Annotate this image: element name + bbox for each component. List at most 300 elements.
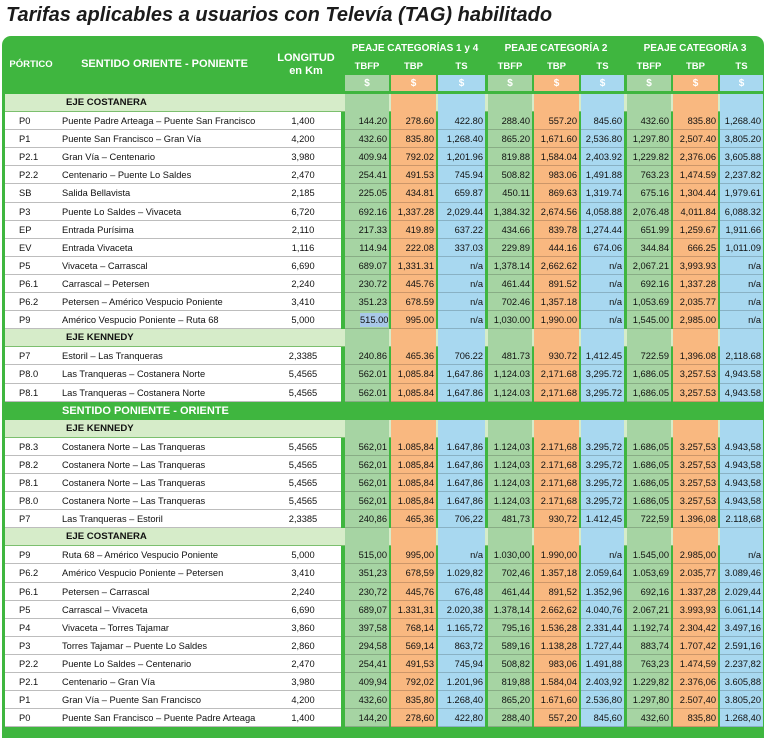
table-row — [2, 546, 764, 564]
table-row — [2, 709, 764, 727]
value-cell-tbfp: 689,07 — [345, 601, 389, 619]
value-cell-tbp: 678,59 — [391, 564, 436, 582]
longitud-cell: 6,720 — [291, 206, 315, 217]
portico-cell: P8.1 — [19, 387, 39, 398]
value-strip — [438, 528, 485, 546]
table-row — [2, 691, 764, 709]
value-cell-ts: 3.295,72 — [581, 492, 624, 510]
value-cell-tbp: 278.60 — [391, 112, 436, 130]
value-cell-tbp: 1.138,28 — [534, 637, 579, 655]
value-cell-tbfp: 240,86 — [345, 510, 389, 528]
sentido-cell: Petersen – Carrascal — [62, 586, 150, 597]
longitud-cell: 4,200 — [291, 695, 315, 706]
portico-cell: P0 — [19, 116, 31, 127]
portico-cell: P0 — [19, 713, 31, 724]
value-cell-tbp: 983,06 — [534, 655, 579, 673]
longitud-cell: 6,690 — [291, 260, 315, 271]
value-cell-ts: 3.295,72 — [581, 456, 624, 474]
value-cell-tbp: 1,474.59 — [673, 166, 718, 184]
value-cell-tbfp: 2,076.48 — [627, 203, 671, 221]
value-cell-tbp: 3.257,53 — [673, 492, 718, 510]
sub-header-ts: TS — [735, 60, 748, 72]
value-cell-ts: 3.295,72 — [581, 438, 624, 456]
value-cell-ts: 1,491.88 — [581, 166, 624, 184]
value-cell-tbp: 1,085.84 — [391, 365, 436, 383]
value-cell-tbfp: 1.545,00 — [627, 546, 671, 564]
longitud-cell: 1,116 — [291, 242, 315, 253]
value-cell-ts: n/a — [581, 311, 624, 329]
value-cell-tbp: 1.474,59 — [673, 655, 718, 673]
value-cell-tbp: 4,011.84 — [673, 203, 718, 221]
direction-label: SENTIDO PONIENTE - ORIENTE — [62, 404, 229, 417]
value-cell-ts: 2,029.44 — [438, 203, 485, 221]
table-row — [2, 166, 764, 184]
value-cell-ts: 3,805.20 — [720, 130, 763, 148]
value-cell-ts: 4.943,58 — [720, 492, 763, 510]
value-cell-tbfp: 562,01 — [345, 474, 389, 492]
value-cell-tbp: 444.16 — [534, 239, 579, 257]
portico-cell: P8.3 — [19, 441, 39, 452]
value-strip — [345, 420, 389, 438]
portico-cell: P3 — [19, 640, 31, 651]
value-cell-ts: 1.727,44 — [581, 637, 624, 655]
value-cell-tbfp: 1,030.00 — [488, 311, 532, 329]
table-row — [2, 564, 764, 582]
direction-band — [2, 402, 764, 420]
value-cell-ts: 1.268,40 — [438, 691, 485, 709]
value-cell-tbfp: 562,01 — [345, 438, 389, 456]
value-cell-tbfp: 1,378.14 — [488, 257, 532, 275]
value-strip — [673, 420, 718, 438]
value-cell-tbp: 1,331.31 — [391, 257, 436, 275]
value-cell-tbp: 2,376.06 — [673, 148, 718, 166]
value-cell-ts: 1,911.66 — [720, 221, 763, 239]
value-cell-tbfp: 795,16 — [488, 619, 532, 637]
value-cell-ts: 706,22 — [438, 510, 485, 528]
value-strip — [720, 329, 763, 347]
value-strip — [673, 94, 718, 112]
value-cell-tbfp: 562,01 — [345, 492, 389, 510]
currency-cell: $ — [581, 75, 624, 91]
value-strip — [345, 528, 389, 546]
value-cell-tbp: 835,80 — [673, 709, 718, 727]
value-strip — [673, 329, 718, 347]
value-cell-tbp: 1,357.18 — [534, 293, 579, 311]
longitud-cell: 2,3385 — [288, 514, 318, 525]
value-cell-tbfp: 722.59 — [627, 347, 671, 365]
value-cell-tbp: 569,14 — [391, 637, 436, 655]
value-cell-tbp: 445.76 — [391, 275, 436, 293]
value-cell-tbfp: 651.99 — [627, 221, 671, 239]
value-cell-tbp: 891,52 — [534, 583, 579, 601]
value-cell-ts: 1.165,72 — [438, 619, 485, 637]
value-strip — [627, 94, 671, 112]
value-cell-ts: 3,295.72 — [581, 365, 624, 383]
value-cell-ts: n/a — [581, 546, 624, 564]
sentido-cell: Entrada Purísima — [62, 224, 134, 235]
value-cell-tbfp: 1.686,05 — [627, 456, 671, 474]
value-cell-tbfp: 434.66 — [488, 221, 532, 239]
value-cell-tbp: 1.671,60 — [534, 691, 579, 709]
longitud-cell: 1,400 — [291, 116, 315, 127]
value-cell-tbfp: 240.86 — [345, 347, 389, 365]
value-cell-tbfp: 1,297.80 — [627, 130, 671, 148]
value-cell-tbfp: 722,59 — [627, 510, 671, 528]
value-cell-tbfp: 230.72 — [345, 275, 389, 293]
value-cell-tbfp: 689.07 — [345, 257, 389, 275]
value-cell-ts: 1,268.40 — [720, 112, 763, 130]
value-cell-tbfp: 562,01 — [345, 456, 389, 474]
value-strip — [391, 329, 436, 347]
sub-header-tbfp: TBFP — [497, 60, 523, 72]
value-cell-ts: n/a — [438, 311, 485, 329]
value-cell-tbp: 1,085.84 — [391, 384, 436, 402]
sentido-cell: Centenario – Puente Lo Saldes — [62, 170, 192, 181]
value-cell-ts: 3.089,46 — [720, 564, 763, 582]
value-cell-tbfp: 461.44 — [488, 275, 532, 293]
longitud-cell: 3,980 — [291, 677, 315, 687]
value-strip — [391, 94, 436, 112]
value-cell-tbp: 2,662.62 — [534, 257, 579, 275]
section-label: EJE COSTANERA — [66, 97, 147, 108]
table-row — [2, 184, 764, 202]
value-cell-tbp: 995.00 — [391, 311, 436, 329]
value-cell-tbfp: 1.124,03 — [488, 438, 532, 456]
sentido-cell: Costanera Norte – Las Tranqueras — [62, 459, 206, 470]
value-cell-tbfp: 432.60 — [627, 112, 671, 130]
value-cell-tbfp: 294,58 — [345, 637, 389, 655]
value-cell-tbfp: 702.46 — [488, 293, 532, 311]
portico-cell: P4 — [19, 622, 31, 633]
longitud-cell: 3,410 — [291, 568, 315, 579]
table-row — [2, 673, 764, 691]
portico-cell: P8.2 — [19, 459, 39, 470]
longitud-cell: 2,3385 — [288, 351, 318, 362]
value-cell-ts: n/a — [438, 546, 485, 564]
value-strip — [534, 329, 579, 347]
value-cell-ts: 745.94 — [438, 166, 485, 184]
sub-header-tbp: TBP — [404, 60, 423, 72]
value-cell-tbfp: 409.94 — [345, 148, 389, 166]
value-cell-tbfp: 254,41 — [345, 655, 389, 673]
value-cell-tbfp: 409,94 — [345, 673, 389, 691]
longitud-cell: 3,410 — [291, 297, 315, 308]
table-row — [2, 311, 764, 329]
value-cell-tbp: 2.171,68 — [534, 456, 579, 474]
value-cell-tbp: 2,171.68 — [534, 384, 579, 402]
sentido-cell: Torres Tajamar – Puente Lo Saldes — [62, 640, 208, 651]
value-strip — [391, 420, 436, 438]
value-cell-ts: 2.591,16 — [720, 637, 763, 655]
value-cell-ts: 1.352,96 — [581, 583, 624, 601]
value-cell-ts: n/a — [720, 293, 763, 311]
value-cell-tbfp: 1.297,80 — [627, 691, 671, 709]
section-label: EJE KENNEDY — [66, 332, 134, 344]
value-cell-ts: n/a — [720, 257, 763, 275]
table-row — [2, 601, 764, 619]
value-cell-ts: 1,979.61 — [720, 184, 763, 202]
longitud-header — [272, 50, 340, 80]
value-cell-tbp: 1.085,84 — [391, 474, 436, 492]
sentido-cell: Costanera Norte – Las Tranqueras — [62, 441, 206, 452]
value-cell-tbp: 3.257,53 — [673, 438, 718, 456]
value-cell-tbp: 835,80 — [391, 691, 436, 709]
value-cell-ts: 2.237,82 — [720, 655, 763, 673]
value-cell-ts: 4.040,76 — [581, 601, 624, 619]
table-row — [2, 583, 764, 601]
longitud-cell: 2,110 — [291, 224, 315, 235]
value-strip — [627, 420, 671, 438]
value-cell-ts: 2,403.92 — [581, 148, 624, 166]
value-cell-tbp: 3,993.93 — [673, 257, 718, 275]
value-cell-ts: 1.647,86 — [438, 492, 485, 510]
value-cell-ts: n/a — [438, 293, 485, 311]
value-cell-tbfp: 692.16 — [345, 203, 389, 221]
portico-cell: P7 — [19, 351, 31, 362]
value-strip — [720, 528, 763, 546]
value-cell-tbp: 891.52 — [534, 275, 579, 293]
value-cell-tbfp: 144.20 — [345, 112, 389, 130]
value-cell-tbp: 1,584.04 — [534, 148, 579, 166]
section-row — [2, 94, 764, 112]
sub-header-tbfp: TBFP — [636, 60, 662, 72]
value-cell-ts: 4.943,58 — [720, 438, 763, 456]
value-cell-tbp: 1.536,28 — [534, 619, 579, 637]
value-cell-tbfp: 1.053,69 — [627, 564, 671, 582]
section-row — [2, 420, 764, 438]
portico-cell: SB — [19, 188, 32, 199]
table-row — [2, 655, 764, 673]
peaje-group-header: PEAJE CATEGORÍA 3 — [643, 42, 747, 54]
longitud-cell: 5,4565 — [288, 459, 318, 470]
value-strip — [673, 528, 718, 546]
value-cell-ts: 2,237.82 — [720, 166, 763, 184]
sentido-cell: Costanera Norte – Las Tranqueras — [62, 496, 206, 507]
longitud-cell: 5,4565 — [288, 496, 318, 507]
value-cell-ts: 422.80 — [438, 112, 485, 130]
value-cell-tbp: 1.584,04 — [534, 673, 579, 691]
longitud-cell: 2,470 — [291, 170, 315, 181]
longitud-cell: 6,690 — [291, 604, 315, 615]
sub-header-tbp: TBP — [547, 60, 566, 72]
value-cell-tbp: 434.81 — [391, 184, 436, 202]
value-strip — [581, 94, 624, 112]
value-strip — [438, 94, 485, 112]
value-cell-tbp: 1,337.28 — [391, 203, 436, 221]
value-cell-tbfp: 1,686.05 — [627, 384, 671, 402]
currency-cell: $ — [345, 75, 389, 91]
table-row — [2, 275, 764, 293]
portico-cell: P6.1 — [19, 586, 39, 597]
sentido-cell: Las Tranqueras – Estoril — [62, 514, 163, 525]
value-strip — [438, 420, 485, 438]
sentido-cell: Gran Vía – Centenario — [62, 152, 156, 163]
portico-cell: P6.2 — [19, 568, 39, 579]
value-cell-ts: 1,319.74 — [581, 184, 624, 202]
portico-cell: P3 — [19, 206, 31, 217]
value-cell-tbp: 1.337,28 — [673, 583, 718, 601]
value-cell-ts: 3,295.72 — [581, 384, 624, 402]
value-strip — [534, 420, 579, 438]
value-cell-tbfp: 763,23 — [627, 655, 671, 673]
value-cell-ts: 2.403,92 — [581, 673, 624, 691]
longitud-unit: en Km — [289, 65, 323, 77]
value-cell-tbp: 3,257.53 — [673, 365, 718, 383]
value-cell-tbp: 2,035.77 — [673, 293, 718, 311]
table-row — [2, 637, 764, 655]
value-cell-tbfp: 1,124.03 — [488, 365, 532, 383]
value-cell-tbfp: 1,686.05 — [627, 365, 671, 383]
currency-cell: $ — [534, 75, 579, 91]
value-cell-tbfp: 1,229.82 — [627, 148, 671, 166]
value-cell-tbp: 1.085,84 — [391, 438, 436, 456]
table-row — [2, 148, 764, 166]
value-cell-tbfp: 217.33 — [345, 221, 389, 239]
value-cell-tbp: 768,14 — [391, 619, 436, 637]
value-cell-tbp: 2.662,62 — [534, 601, 579, 619]
value-strip — [488, 94, 532, 112]
value-cell-tbfp: 819,88 — [488, 673, 532, 691]
table-row — [2, 257, 764, 275]
sentido-cell: Américo Vespucio Poniente – Ruta 68 — [62, 315, 219, 326]
tariff-table — [2, 36, 764, 738]
value-cell-ts: 1.412,45 — [581, 510, 624, 528]
table-row — [2, 456, 764, 474]
sentido-cell: Costanera Norte – Las Tranqueras — [62, 477, 206, 488]
section-label: EJE COSTANERA — [66, 531, 147, 543]
value-cell-ts: n/a — [581, 293, 624, 311]
table-row — [2, 221, 764, 239]
value-strip — [391, 528, 436, 546]
longitud-cell: 3,860 — [291, 622, 315, 633]
table-header — [2, 36, 764, 93]
value-cell-ts: 4,058.88 — [581, 203, 624, 221]
table-row — [2, 347, 764, 365]
sentido-cell: Gran Vía – Puente San Francisco — [62, 695, 202, 706]
table-row — [2, 293, 764, 311]
value-cell-tbp: 1.707,42 — [673, 637, 718, 655]
value-cell-ts: 1,011.09 — [720, 239, 763, 257]
value-cell-tbfp: 351.23 — [345, 293, 389, 311]
value-cell-tbfp: 1,124.03 — [488, 384, 532, 402]
currency-cell: $ — [673, 75, 718, 91]
value-cell-tbp: 2.985,00 — [673, 546, 718, 564]
currency-cell: $ — [438, 75, 485, 91]
table-row — [2, 130, 764, 148]
value-cell-tbfp: 432,60 — [345, 691, 389, 709]
value-cell-tbp: 1,396.08 — [673, 347, 718, 365]
value-cell-ts: 1,274.44 — [581, 221, 624, 239]
value-cell-tbfp: 692,16 — [627, 583, 671, 601]
currency-cell: $ — [627, 75, 671, 91]
value-cell-ts: 2,536.80 — [581, 130, 624, 148]
value-cell-tbp: 278,60 — [391, 709, 436, 727]
value-cell-tbp: 835.80 — [673, 112, 718, 130]
value-cell-tbp: 491.53 — [391, 166, 436, 184]
value-cell-ts: 1.647,86 — [438, 438, 485, 456]
value-cell-ts: 422,80 — [438, 709, 485, 727]
value-cell-tbfp: 883,74 — [627, 637, 671, 655]
value-cell-tbp: 2.171,68 — [534, 492, 579, 510]
sentido-cell: Petersen – Américo Vespucio Poniente — [62, 297, 223, 308]
value-cell-ts: 4,943.58 — [720, 365, 763, 383]
portico-cell: P8.0 — [19, 369, 39, 380]
value-cell-ts: 1.647,86 — [438, 474, 485, 492]
value-strip — [345, 329, 389, 347]
value-cell-tbfp: 1.030,00 — [488, 546, 532, 564]
portico-cell: P6.2 — [19, 297, 39, 308]
value-cell-ts: 4.943,58 — [720, 474, 763, 492]
sentido-cell: Las Tranqueras – Costanera Norte — [62, 387, 206, 398]
value-cell-tbp: 678.59 — [391, 293, 436, 311]
value-cell-tbfp: 2,067.21 — [627, 257, 671, 275]
value-cell-ts: 745,94 — [438, 655, 485, 673]
value-cell-ts: 1,647.86 — [438, 365, 485, 383]
sentido-cell: Carrascal – Petersen — [62, 278, 150, 289]
portico-cell: P9 — [19, 315, 31, 326]
value-cell-ts: 2.331,44 — [581, 619, 624, 637]
section-row — [2, 329, 764, 347]
portico-cell: P2.2 — [19, 170, 39, 181]
longitud-cell: 3,980 — [291, 152, 315, 163]
value-cell-tbfp — [345, 311, 389, 329]
portico-cell: P7 — [19, 514, 31, 525]
table-row — [2, 112, 764, 130]
value-cell-tbp: 557,20 — [534, 709, 579, 727]
value-cell-tbfp: 254.41 — [345, 166, 389, 184]
value-cell-tbfp: 508.82 — [488, 166, 532, 184]
sentido-cell: Estoril – Las Tranqueras — [62, 351, 163, 362]
value-cell-ts: 637.22 — [438, 221, 485, 239]
value-cell-tbfp: 1.378,14 — [488, 601, 532, 619]
value-cell-ts: n/a — [581, 257, 624, 275]
value-cell-tbp: 491,53 — [391, 655, 436, 673]
portico-cell: EP — [19, 224, 32, 235]
value-cell-tbp: 983.06 — [534, 166, 579, 184]
currency-cell: $ — [488, 75, 532, 91]
value-cell-tbp: 465,36 — [391, 510, 436, 528]
value-cell-ts: 706.22 — [438, 347, 485, 365]
value-cell-tbp: 930,72 — [534, 510, 579, 528]
portico-cell: P8.0 — [19, 496, 39, 507]
value-cell-tbp: 1,990.00 — [534, 311, 579, 329]
longitud-cell: 5,4565 — [288, 477, 318, 488]
value-cell-tbfp: 344.84 — [627, 239, 671, 257]
longitud-cell: 5,4565 — [288, 387, 318, 398]
peaje-group-header: PEAJE CATEGORÍA 2 — [504, 42, 608, 54]
table-row — [2, 438, 764, 456]
value-cell-tbp: 2,171.68 — [534, 365, 579, 383]
sub-header-tbp: TBP — [686, 60, 705, 72]
value-cell-ts: 1,412.45 — [581, 347, 624, 365]
table-row — [2, 384, 764, 402]
value-cell-tbp: 3,257.53 — [673, 384, 718, 402]
value-cell-tbp: 839.78 — [534, 221, 579, 239]
portico-cell: P1 — [19, 695, 31, 706]
value-cell-ts: 1,268.40 — [438, 130, 485, 148]
value-cell-tbfp: 1.686,05 — [627, 438, 671, 456]
value-strip — [534, 528, 579, 546]
value-cell-tbfp: 1.229,82 — [627, 673, 671, 691]
portico-cell: P5 — [19, 260, 31, 271]
value-strip — [488, 329, 532, 347]
sentido-cell: Puente San Francisco – Puente Padre Arteaga — [62, 713, 256, 724]
value-strip — [581, 420, 624, 438]
longitud-cell: 1,400 — [291, 713, 315, 724]
value-cell-ts: 863,72 — [438, 637, 485, 655]
value-strip — [720, 420, 763, 438]
sentido-cell: Puente Padre Arteaga – Puente San Francisco — [62, 116, 256, 127]
